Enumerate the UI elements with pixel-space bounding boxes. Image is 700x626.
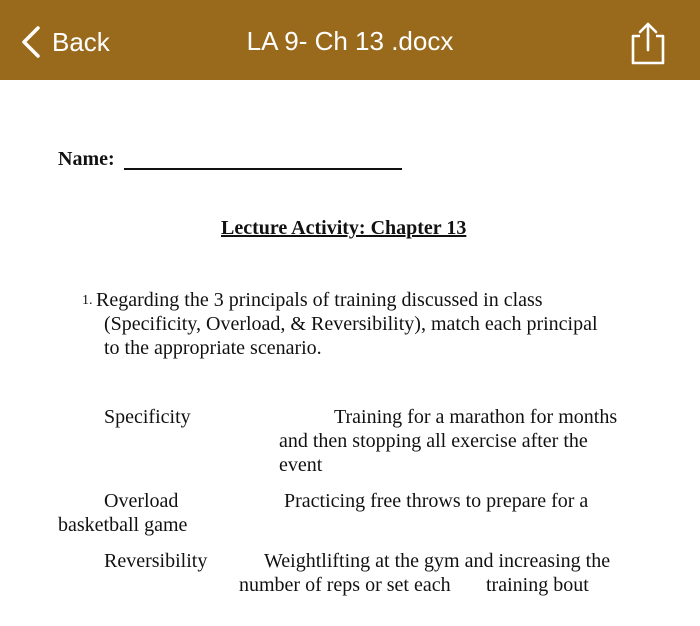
question-line: Regarding the 3 principals of training discussed in class: [96, 289, 543, 311]
question-line: to the appropriate scenario.: [104, 337, 322, 359]
question-number: 1.: [82, 293, 93, 308]
scenario-line: and then stopping all exercise after the: [279, 430, 588, 452]
name-label: Name:: [58, 148, 115, 170]
scenario-line: training bout: [486, 574, 589, 596]
share-icon[interactable]: [630, 20, 666, 66]
scenario-line: number of reps or set each: [239, 574, 451, 596]
scenario-line: basketball game: [58, 514, 188, 536]
back-label: Back: [52, 26, 110, 57]
scenario-line: Weightlifting at the gym and increasing the: [264, 550, 611, 572]
scenario-line: event: [279, 454, 323, 476]
scenario-line: Training for a marathon for months: [334, 406, 618, 428]
toolbar: [0, 0, 700, 80]
principle-specificity: Specificity: [104, 406, 191, 428]
name-blank-line: [124, 168, 402, 170]
question-line: (Specificity, Overload, & Reversibility), match each principal: [104, 313, 598, 335]
activity-heading: Lecture Activity: Chapter 13: [221, 217, 467, 239]
document-title: LA 9- Ch 13 .docx: [246, 26, 454, 56]
principle-reversibility: Reversibility: [104, 550, 208, 572]
principle-overload: Overload: [104, 490, 179, 512]
scenario-line: Practicing free throws to prepare for a: [284, 490, 589, 512]
